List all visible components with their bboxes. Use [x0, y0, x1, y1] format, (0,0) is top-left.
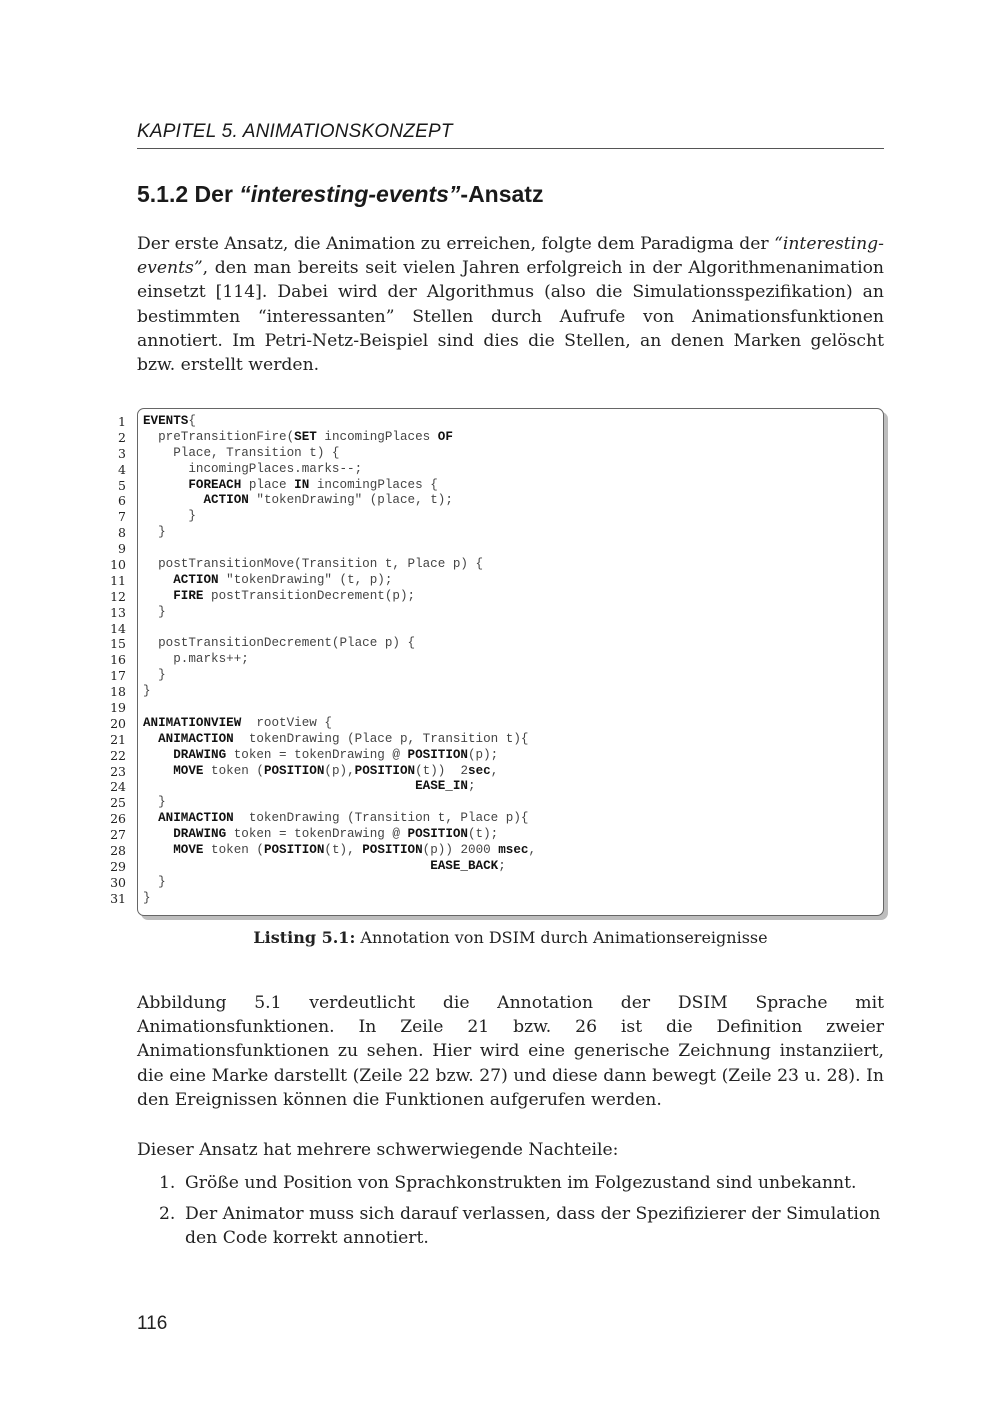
code-keyword: sec: [468, 763, 491, 778]
code-token: }: [143, 795, 166, 810]
code-token: postTransitionDecrement(Place p) {: [143, 636, 416, 651]
code-text: [143, 414, 196, 430]
line-number: 29: [110, 858, 126, 874]
code-token: [143, 764, 173, 778]
code-keyword: ANIMATIONVIEW: [143, 715, 242, 730]
code-token: preTransitionFire(: [143, 429, 295, 444]
code-line: [0, 636, 1000, 652]
code-token: (t),: [324, 843, 363, 858]
code-line: [0, 525, 1000, 541]
intro-emphasis: “interesting-events”: [137, 234, 884, 279]
code-keyword: ACTION: [203, 493, 249, 508]
code-token: (p);: [468, 747, 499, 762]
section-title-suffix: -Ansatz: [460, 181, 544, 207]
code-line: [0, 827, 1000, 843]
code-keyword: POSITION: [407, 827, 468, 842]
code-line: [0, 764, 1000, 780]
code-text: [143, 462, 362, 478]
code-token: token = tokenDrawing @: [226, 747, 408, 762]
code-text: [143, 891, 151, 907]
code-token: [143, 827, 173, 841]
code-line: [0, 589, 1000, 605]
line-number: 24: [110, 779, 126, 795]
code-token: }: [143, 668, 166, 683]
code-text: [143, 446, 340, 462]
code-text: [143, 557, 483, 573]
list-item: [137, 1171, 884, 1195]
line-number: 6: [118, 493, 126, 509]
code-text: [143, 430, 453, 446]
code-token: place: [241, 477, 295, 492]
intro-paragraph: [137, 232, 884, 377]
code-line: [0, 748, 1000, 764]
code-token: [143, 748, 173, 762]
line-number: 17: [110, 668, 126, 684]
code-token: incomingPlaces {: [309, 477, 438, 492]
line-number: 21: [110, 731, 126, 747]
list-item: [137, 1202, 884, 1250]
code-token: ;: [467, 779, 476, 794]
line-number: 1: [118, 414, 126, 429]
code-text: [143, 478, 438, 494]
code-keyword: MOVE: [173, 843, 204, 858]
code-text: [143, 827, 498, 843]
code-token: (t)) 2: [415, 763, 469, 778]
code-keyword: POSITION: [362, 843, 423, 858]
list-item-text: Der Animator muss sich darauf verlassen, dass der Spezifizierer der Simulation den Code korrekt annotiert.: [185, 1204, 881, 1249]
code-keyword: EASE_IN: [415, 779, 468, 794]
code-token: incomingPlaces: [316, 429, 438, 444]
code-token: Place, Transition t) {: [143, 445, 340, 460]
section-number: 5.1.2: [137, 181, 189, 207]
code-keyword: SET: [294, 429, 317, 444]
code-token: postTransitionMove(Transition t, Place p) {: [143, 557, 484, 572]
code-token: [143, 589, 173, 603]
code-token: ;: [498, 858, 506, 873]
code-text: [143, 779, 476, 795]
code-token: }: [143, 684, 151, 699]
line-number: 8: [118, 525, 126, 541]
code-line: [0, 478, 1000, 494]
code-text: [143, 843, 536, 859]
line-number: 2: [118, 429, 126, 445]
line-number: 27: [110, 827, 126, 843]
line-number: 14: [110, 620, 126, 636]
code-token: "tokenDrawing" (t, p);: [218, 572, 393, 587]
code-token: [143, 843, 173, 857]
code-keyword: MOVE: [173, 763, 204, 778]
code-line: [0, 684, 1000, 700]
line-number: 18: [110, 684, 126, 700]
intro-text-b: , den man bereits seit vielen Jahren erfolgreich in der Algorithmenanimation einsetzt [114]. Dabei wird der Algorithmus (also die Simulationsspezifikation) an bestimmten “interessanten” Stellen durch Aufrufe von Animationsfunktionen annotiert. Im Petri-Netz-Beispiel sind dies die Stellen, an denen Marken gelöscht bzw. erstellt werden.: [137, 258, 884, 376]
code-token: [143, 811, 158, 825]
code-line: [0, 716, 1000, 732]
code-token: [143, 859, 430, 873]
running-header: KAPITEL 5. ANIMATIONSKONZEPT: [137, 121, 884, 149]
list-item-number: 1.: [159, 1173, 176, 1193]
drawbacks-list: [137, 1171, 884, 1258]
line-number: 5: [118, 477, 126, 493]
code-keyword: EVENTS: [143, 414, 189, 428]
line-number: 7: [118, 509, 126, 525]
code-token: incomingPlaces.marks--;: [143, 461, 363, 476]
code-text: [143, 684, 151, 700]
code-token: ,: [528, 843, 537, 858]
code-line: [0, 446, 1000, 462]
code-keyword: ACTION: [173, 572, 219, 587]
code-token: }: [143, 890, 151, 905]
code-token: [143, 573, 173, 587]
code-text: [143, 716, 332, 732]
code-text: [143, 605, 166, 621]
code-line: [0, 462, 1000, 478]
code-line: [0, 541, 1000, 557]
line-number: 19: [110, 700, 126, 716]
code-keyword: POSITION: [354, 763, 416, 778]
code-text: [143, 732, 528, 748]
explanation-paragraph: Abbildung 5.1 verdeutlicht die Annotation der DSIM Sprache mit Animationsfunktionen. In Zeile 21 bzw. 26 ist die Definition zweier Animationsfunktionen zu sehen. Hier wird eine generische Zeichnung instanziiert, die eine Marke darstellt (Zeile 22 bzw. 27) und diese dann bewegt (Zeile 23 u. 28). In den Ereignissen können die Funktionen aufgerufen werden.: [137, 993, 884, 1110]
code-line: [0, 621, 1000, 637]
listing-caption-text: Annotation von DSIM durch Animationsereignisse: [355, 928, 768, 947]
code-text: [143, 668, 166, 684]
line-number: 28: [110, 843, 126, 859]
code-text: [143, 652, 249, 668]
line-number: 15: [110, 636, 126, 652]
code-text: [143, 589, 415, 605]
section-title-emphasis: “interesting-events”: [239, 181, 461, 207]
code-keyword: ANIMACTION: [158, 731, 234, 746]
code-keyword: DRAWING: [173, 827, 227, 842]
code-text: [143, 636, 415, 652]
list-item-number: 2.: [159, 1204, 176, 1225]
code-line: [0, 414, 1000, 430]
code-token: (p),: [324, 763, 355, 778]
line-number: 23: [110, 763, 126, 779]
code-keyword: POSITION: [263, 763, 325, 778]
code-token: tokenDrawing (Transition t, Place p){: [233, 811, 529, 826]
code-line: [0, 811, 1000, 827]
code-token: }: [143, 509, 196, 524]
listing-caption-label: Listing 5.1:: [253, 928, 356, 947]
code-line: [0, 573, 1000, 589]
page-number: 116: [137, 1313, 168, 1334]
code-keyword: DRAWING: [173, 747, 227, 762]
code-line: [0, 493, 1000, 509]
drawbacks-intro: Dieser Ansatz hat mehrere schwerwiegende Nachteile:: [137, 1140, 619, 1160]
code-keyword: ANIMACTION: [158, 811, 234, 826]
line-number: 12: [110, 588, 126, 604]
code-line: [0, 700, 1000, 716]
code-token: "tokenDrawing" (place, t);: [248, 493, 453, 508]
code-token: tokenDrawing (Place p, Transition t){: [233, 731, 529, 746]
code-keyword: IN: [294, 477, 310, 492]
list-item-text: Größe und Position von Sprachkonstrukten im Folgezustand sind unbekannt.: [185, 1173, 857, 1193]
code-token: ,: [490, 763, 499, 778]
code-token: token (: [203, 763, 264, 778]
code-text: [143, 875, 166, 891]
intro-text-a: Der erste Ansatz, die Animation zu erreichen, folgte dem Paradigma der: [137, 234, 775, 254]
code-text: [143, 748, 498, 764]
section-title-prefix: Der: [194, 181, 233, 207]
line-number: 3: [118, 445, 126, 461]
code-line: [0, 795, 1000, 811]
line-number: 4: [118, 461, 126, 477]
code-line: [0, 875, 1000, 891]
code-token: [143, 779, 415, 793]
line-number: 31: [110, 890, 126, 906]
code-token: rootView {: [241, 715, 332, 730]
code-text: [143, 859, 506, 875]
code-token: [143, 478, 188, 492]
code-keyword: FIRE: [173, 588, 204, 603]
code-keyword: FOREACH: [188, 477, 242, 492]
code-token: (t);: [468, 827, 499, 842]
code-line: [0, 859, 1000, 875]
code-token: }: [143, 525, 166, 540]
line-number: 10: [110, 557, 126, 573]
code-keyword: OF: [437, 429, 453, 444]
code-token: {: [188, 414, 196, 428]
code-text: [143, 525, 166, 541]
code-text: [143, 573, 392, 589]
code-text: [143, 811, 528, 827]
line-number: 13: [110, 604, 126, 620]
code-line: [0, 779, 1000, 795]
line-number: 26: [110, 811, 126, 827]
line-number: 20: [110, 715, 126, 731]
code-token: }: [143, 604, 166, 619]
line-number: 16: [110, 652, 126, 668]
code-token: (p)) 2000: [422, 843, 499, 858]
code-line: [0, 732, 1000, 748]
code-text: [143, 764, 498, 780]
line-number: 30: [110, 874, 126, 890]
code-line: [0, 557, 1000, 573]
code-token: [143, 732, 158, 746]
code-text: [143, 795, 166, 811]
code-token: postTransitionDecrement(p);: [203, 588, 416, 603]
line-number: 22: [110, 747, 126, 763]
code-text: [143, 509, 196, 525]
code-token: token (: [203, 843, 264, 858]
code-line: [0, 668, 1000, 684]
code-line: [0, 843, 1000, 859]
code-token: [143, 493, 203, 507]
line-number: 11: [110, 572, 126, 588]
code-line: [0, 605, 1000, 621]
code-line: [0, 509, 1000, 525]
code-keyword: POSITION: [263, 843, 325, 858]
section-title: [137, 181, 543, 208]
code-line: [0, 652, 1000, 668]
code-line: [0, 430, 1000, 446]
code-token: token = tokenDrawing @: [226, 827, 408, 842]
code-keyword: EASE_BACK: [430, 858, 499, 873]
line-number: 9: [118, 541, 126, 557]
code-text: [143, 493, 453, 509]
line-number: 25: [110, 795, 126, 811]
code-token: p.marks++;: [143, 652, 249, 667]
code-listing: [0, 414, 1000, 907]
code-keyword: POSITION: [407, 747, 468, 762]
listing-caption: [137, 928, 884, 947]
code-token: }: [143, 874, 166, 889]
code-keyword: msec: [498, 843, 529, 858]
code-line: [0, 891, 1000, 907]
